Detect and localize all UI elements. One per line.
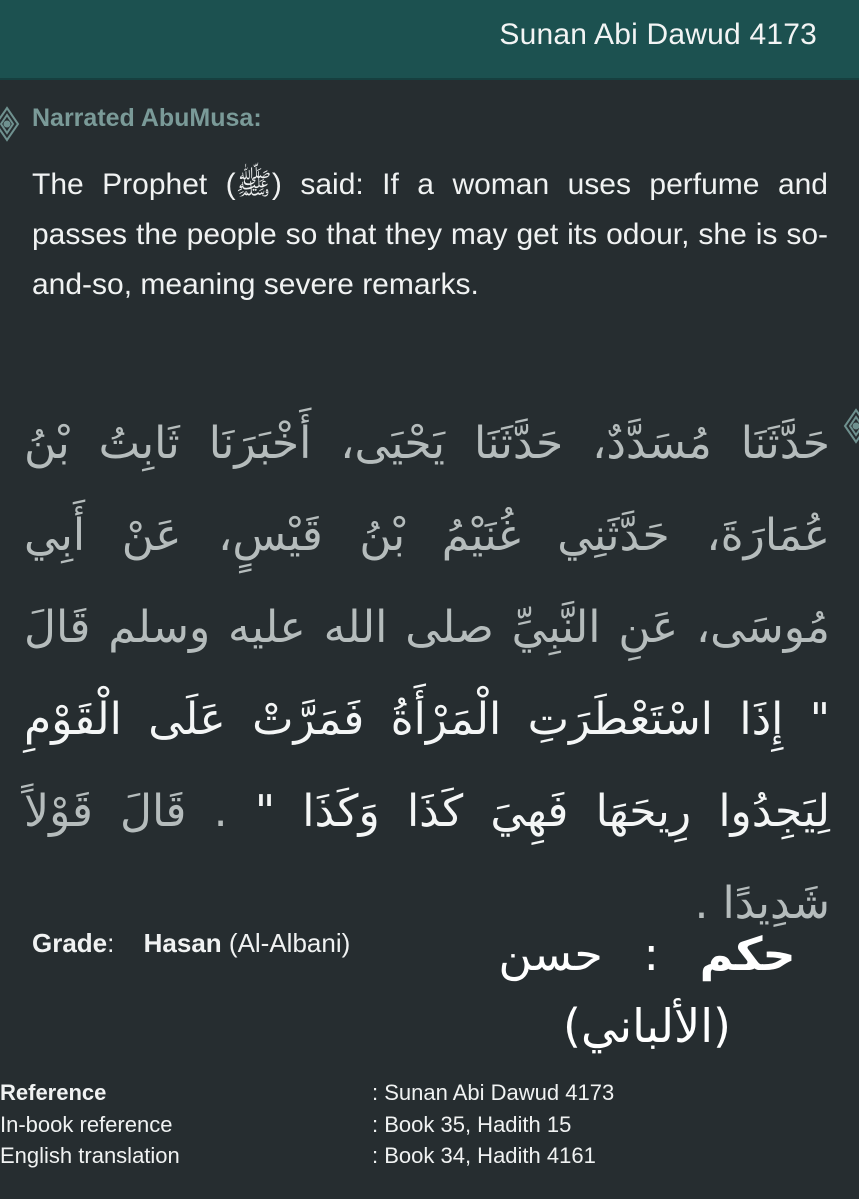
reference-label: In-book reference (0, 1111, 173, 1137)
reference-label: English translation (0, 1143, 180, 1168)
reference-value: : Sunan Abi Dawud 4173 (372, 1080, 615, 1105)
ornament-icon (843, 408, 859, 444)
ornament-icon (0, 106, 20, 142)
arabic-ending: . قَالَ قَوْلاً شَدِيدًا . (24, 786, 830, 929)
reference-row (0, 1080, 859, 1112)
grade-arabic-title: حكم (699, 927, 796, 981)
page-header (0, 0, 859, 80)
references-table (0, 1080, 859, 1175)
page-title: Sunan Abi Dawud 4173 (499, 18, 817, 51)
reference-label: Reference (0, 1080, 107, 1105)
grade-value: Hasan (143, 928, 222, 958)
arabic-chain: حَدَّثَنَا مُسَدَّدٌ، حَدَّثَنَا يَحْيَى، أَخْبَرَنَا ثَابِتُ بْنُ عُمَارَةَ، حَدَّثَنِي غُنَيْمُ بْنُ قَيْسٍ، عَنْ أَبِي مُوسَى، عَنِ النَّبِيِّ صلى الله عليه وسلم قَالَ (24, 418, 830, 653)
narrator-line: Narrated AbuMusa: (32, 104, 262, 132)
reference-value: : Book 34, Hadith 4161 (372, 1143, 596, 1168)
grade-arabic-separator: : (643, 927, 659, 981)
grade-arabic-source: (الألباني) (563, 999, 731, 1053)
reference-row (0, 1143, 859, 1175)
arabic-quote: " إِذَا اسْتَعْطَرَتِ الْمَرْأَةُ فَمَرَّتْ عَلَى الْقَوْمِ لِيَجِدُوا رِيحَهَا فَهِيَ كَذَا وَكَذَا " (24, 694, 830, 837)
hadith-arabic-text (24, 398, 830, 950)
hadith-english-text: The Prophet (ﷺ) said: If a woman uses perfume and passes the people so that they may get its odour, she is so-and-so, meaning severe remarks. (32, 168, 828, 301)
grade-label: Grade (32, 928, 108, 958)
grade-english (32, 928, 350, 959)
grade-arabic-value: حسن (498, 927, 603, 981)
reference-value: : Book 35, Hadith 15 (372, 1111, 572, 1137)
grade-arabic (487, 918, 807, 1062)
reference-row (0, 1112, 859, 1144)
grade-separator: : (107, 928, 115, 958)
grade-source: (Al-Albani) (228, 928, 351, 958)
